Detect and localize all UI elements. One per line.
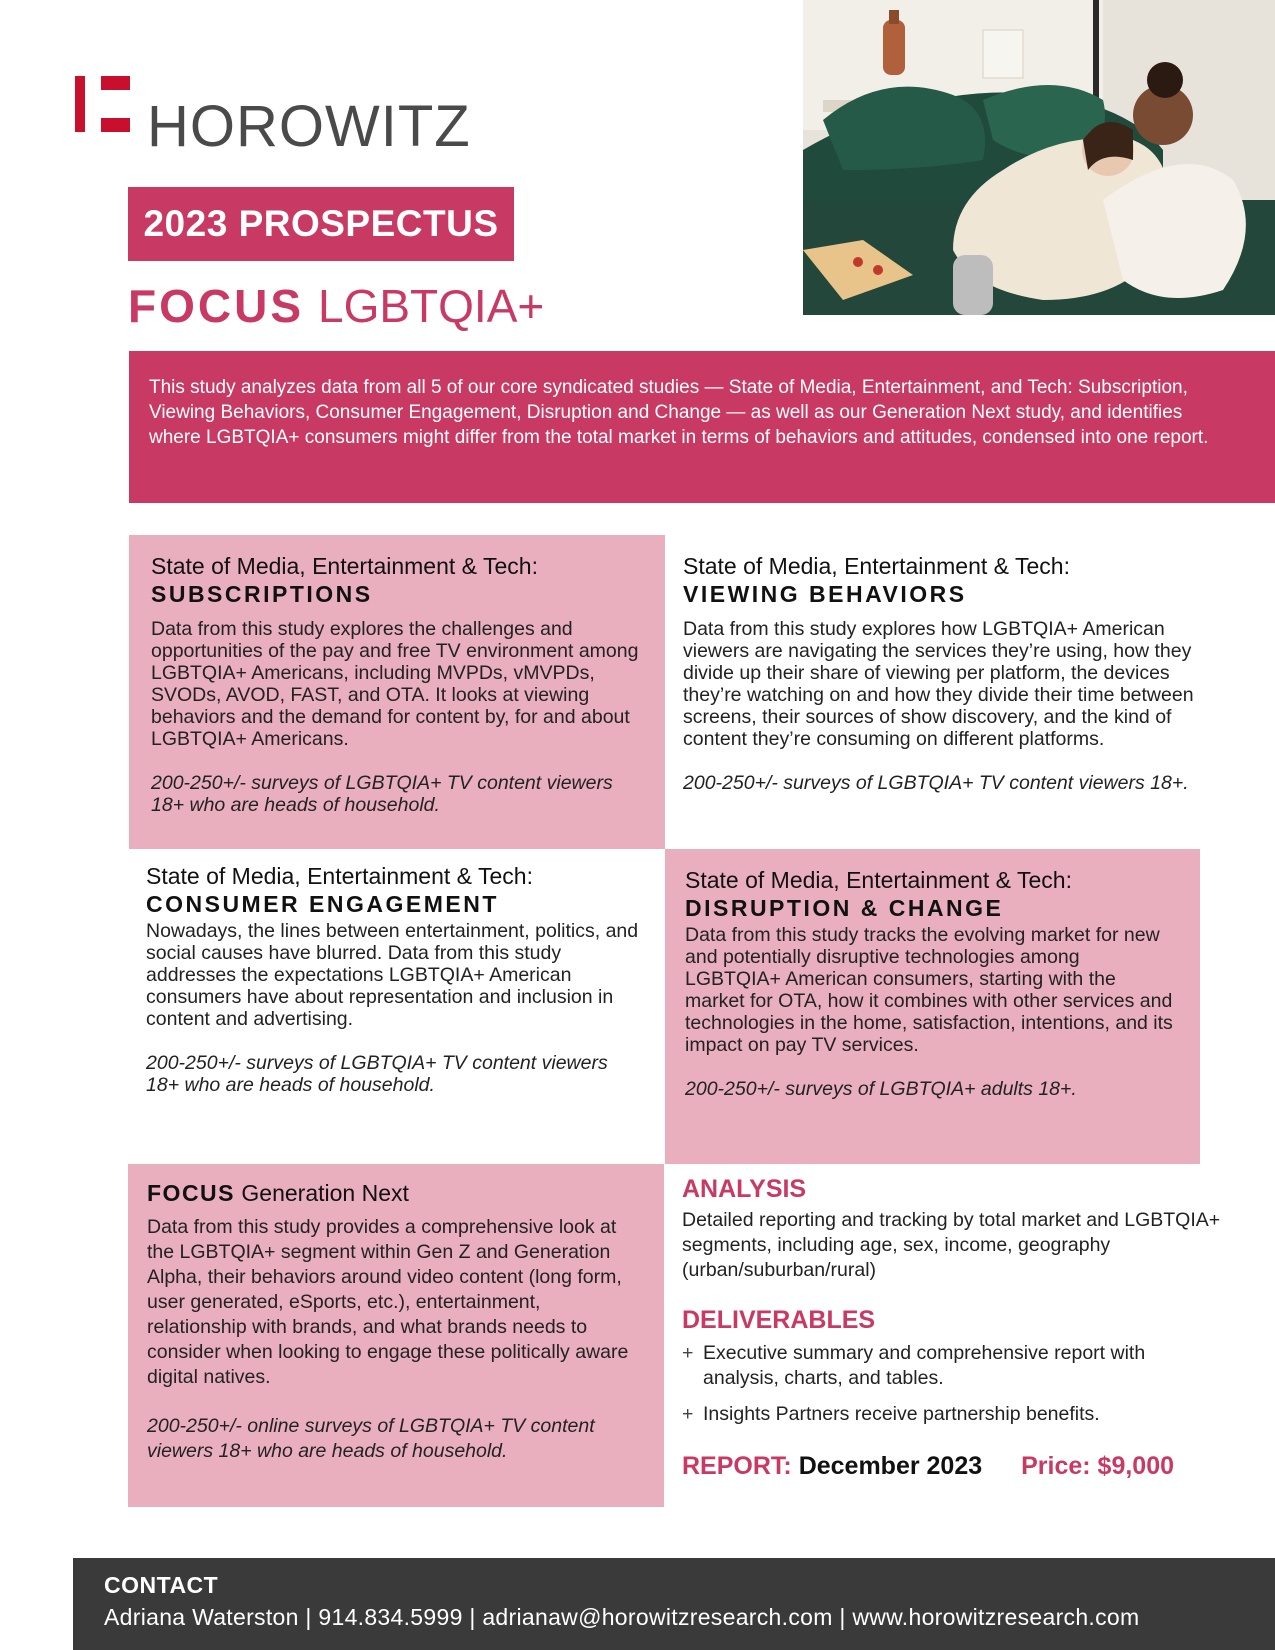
report-date: December 2023 (798, 1452, 983, 1480)
plus-icon: + (682, 1342, 694, 1364)
study-heading: State of Media, Entertainment & Tech: (151, 553, 538, 579)
list-item (682, 1341, 1222, 1391)
list-item (682, 1402, 1222, 1427)
contact-line: Adriana Waterston | 914.834.5999 | adrianaw@horowitzresearch.com | www.horowitzresearch.com (104, 1604, 1140, 1630)
study-sample: 200-250+/- surveys of LGBTQIA+ TV content viewers 18+. (683, 772, 1189, 794)
study-description: Data from this study explores how LGBTQIA+ American viewers are navigating the services they’re using, how they divide up their share of viewing per platform, the devices they’re watching on and how they divide their time between screens, their sources of show discovery, and the kind of content they’re consuming on different platforms. (683, 618, 1194, 750)
analysis-column (682, 1174, 1222, 1481)
study-sample: 200-250+/- surveys of LGBTQIA+ adults 18+. (685, 1078, 1077, 1100)
study-generation-next (128, 1164, 664, 1507)
study-sample: 200-250+/- surveys of LGBTQIA+ TV content viewers 18+ who are heads of household. (151, 772, 613, 816)
gen-next-title (147, 1179, 644, 1207)
report-price: Price: $9,000 (1021, 1452, 1175, 1480)
report-line (682, 1452, 1222, 1481)
study-description: Data from this study provides a comprehensive look at the LGBTQIA+ segment within Gen Z and Generation Alpha, their behaviors around video content (long form, user generated, eSports, etc.), entertainment, relationship with brands, and what brands needs to consider when looking to engage these politically aware digital natives. (147, 1216, 629, 1388)
study-subheading: VIEWING BEHAVIORS (683, 581, 967, 607)
logo-mark (75, 76, 130, 132)
logo-text: HOROWITZ (147, 94, 471, 159)
deliverable-text: Executive summary and comprehensive report with analysis, charts, and tables. (703, 1342, 1146, 1389)
plus-icon: + (682, 1403, 694, 1425)
deliverables-section (682, 1305, 1222, 1427)
intro-band (129, 351, 1275, 503)
study-subheading: DISRUPTION & CHANGE (685, 895, 1004, 921)
contact-footer (73, 1558, 1275, 1650)
page-title (128, 280, 545, 332)
gen-next-focus: FOCUS (147, 1180, 235, 1206)
hero-photo (803, 0, 1275, 315)
study-subheading: CONSUMER ENGAGEMENT (146, 891, 499, 917)
study-sample: 200-250+/- surveys of LGBTQIA+ TV content viewers 18+ who are heads of household. (146, 1052, 608, 1096)
analysis-text: Detailed reporting and tracking by total market and LGBTQIA+ segments, including age, sex, income, geography (urban/suburban/rural) (682, 1209, 1221, 1281)
report-label: REPORT: (682, 1452, 792, 1480)
intro-text: This study analyzes data from all 5 of our core syndicated studies — State of Media, Entertainment, and Tech: Subscription, Viewing Behaviors, Consumer Engagement, Disruption and Change — as well as our Generation Next study, and identifies where LGBTQIA+ consumers might differ from the total market in terms of behaviors and attitudes, condensed into one report. (149, 377, 1209, 448)
study-viewing-behaviors (665, 535, 1225, 849)
study-description: Nowadays, the lines between entertainment, politics, and social causes have blurred. Data from this study addresses the expectations LGBTQIA+ American consumers have about representation and inclusion in content and advertising. (146, 920, 639, 1030)
study-heading: State of Media, Entertainment & Tech: (685, 867, 1072, 893)
study-heading: State of Media, Entertainment & Tech: (683, 553, 1070, 579)
study-description: Data from this study explores the challenges and opportunities of the pay and free TV environment among LGBTQIA+ Americans, including MVPDs, vMVPDs, SVODs, AVOD, FAST, and OTA. It looks at viewing behaviors and the demand for content by, for and about LGBTQIA+ Americans. (151, 618, 639, 750)
study-heading: State of Media, Entertainment & Tech: (146, 863, 533, 889)
study-consumer-engagement (124, 849, 665, 1163)
focus-light: LGBTQIA+ (318, 280, 545, 332)
study-description: Data from this study tracks the evolving market for new and potentially disruptive technologies among LGBTQIA+ American consumers, starting with the market for OTA, how it combines with other services and technologies in the home, satisfaction, intentions, and its impact on pay TV services. (685, 924, 1173, 1056)
study-sample: 200-250+/- online surveys of LGBTQIA+ TV content viewers 18+ who are heads of household. (147, 1415, 595, 1462)
study-subheading: SUBSCRIPTIONS (151, 581, 373, 607)
deliverables-list (682, 1341, 1222, 1427)
gen-next-title-rest: Generation Next (241, 1180, 409, 1206)
study-subscriptions (129, 535, 665, 849)
prospectus-badge: 2023 PROSPECTUS (128, 187, 514, 261)
focus-bold: FOCUS (128, 280, 304, 332)
deliverable-text: Insights Partners receive partnership benefits. (703, 1403, 1100, 1425)
contact-heading: CONTACT (104, 1572, 219, 1598)
deliverables-heading: DELIVERABLES (682, 1306, 876, 1334)
analysis-heading: ANALYSIS (682, 1175, 807, 1203)
study-disruption-change (665, 849, 1200, 1164)
